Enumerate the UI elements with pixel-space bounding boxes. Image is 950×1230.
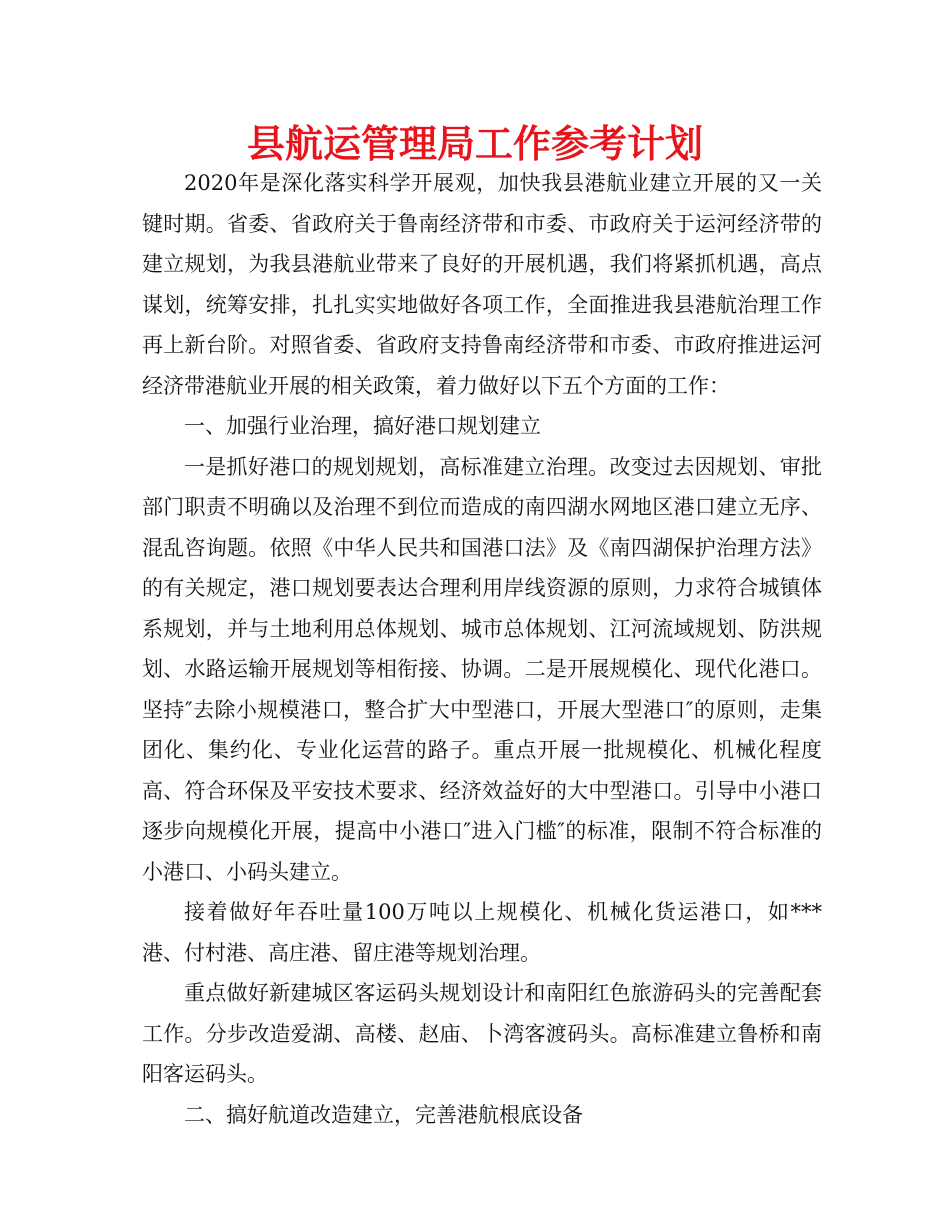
- section-heading-1: 一、加强行业治理，搞好港口规划建立: [184, 414, 541, 438]
- paragraph-cargo-ports: 接着做好年吞吐量100万吨以上规模化、机械化货运港口，如***港、付村港、高庄港、留庄港等规划治理。: [142, 900, 822, 965]
- section-heading-2: 二、搞好航道改造建立，完善港航根底设备: [184, 1102, 583, 1127]
- document-title: 县航运管理局工作参考计划: [246, 121, 703, 166]
- paragraph-intro: 2020年是深化落实科学开展观，加快我县港航业建立开展的又一关键时期。省委、省政府关于鲁南经济带和市委、市政府关于运河经济带的建立规划，为我县港航业带来了良好的开展机遇，我们将紧抓机遇，高点谋划，统筹安排，扎扎实实地做好各项工作，全面推进我县港航治理工作再上新台阶。对照省委、省政府支持鲁南经济带和市委、市政府推进运河经济带港航业开展的相关政策，着力做好以下五个方面的工作：: [142, 171, 822, 398]
- paragraph-passenger-terminals: 重点做好新建城区客运码头规划设计和南阳红色旅游码头的完善配套工作。分步改造爱湖、高楼、赵庙、卜湾客渡码头。高标准建立鲁桥和南阳客运码头。: [142, 981, 822, 1086]
- document-body: [142, 163, 822, 1135]
- paragraph-port-planning: 一是抓好港口的规划规划，高标准建立治理。改变过去因规划、审批部门职责不明确以及治理不到位而造成的南四湖水网地区港口建立无序、混乱咨询题。依照《中华人民共和国港口法》及《南四湖保护治理方法》的有关规定，港口规划要表达合理利用岸线资源的原则，力求符合城镇体系规划，并与土地利用总体规划、城市总体规划、江河流域规划、防洪规划、水路运输开展规划等相衔接、协调。二是开展规模化、现代化港口。坚持″去除小规模港口，整合扩大中型港口，开展大型港口″的原则，走集团化、集约化、专业化运营的路子。重点开展一批规模化、机械化程度高、符合环保及平安技术要求、经济效益好的大中型港口。引导中小港口逐步向规模化开展，提高中小港口″进入门槛″的标准，限制不符合标准的小港口、小码头建立。: [142, 454, 822, 884]
